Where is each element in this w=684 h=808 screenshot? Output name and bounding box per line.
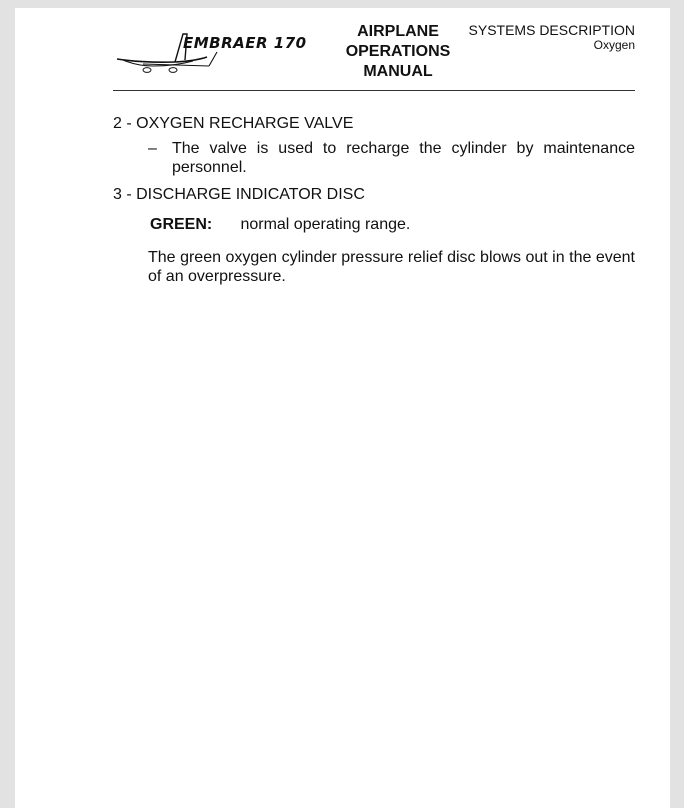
status-label-green: GREEN: <box>150 216 213 233</box>
page-header <box>113 8 635 91</box>
logo-text: EMBRAER 170 <box>183 34 307 52</box>
manual-title-line-2: OPERATIONS <box>345 43 451 60</box>
document-page <box>15 8 670 808</box>
manual-title-line-1: AIRPLANE <box>357 23 439 40</box>
item-heading-discharge-disc: 3 - DISCHARGE INDICATOR DISC <box>113 186 365 203</box>
status-text: normal operating range. <box>240 216 411 233</box>
item-heading-recharge-valve: 2 - OXYGEN RECHARGE VALVE <box>113 115 354 132</box>
manual-title-line-3: MANUAL <box>363 63 433 80</box>
bullet-dash: – <box>148 140 157 157</box>
status-row <box>150 215 635 234</box>
section-title: SYSTEMS DESCRIPTION <box>468 22 635 38</box>
section-info <box>469 22 635 52</box>
section-subtitle: Oxygen <box>593 38 635 52</box>
bullet-item <box>148 139 635 177</box>
embraer-logo <box>113 30 323 80</box>
bullet-text: The valve is used to recharge the cylinder by maintenance personnel. <box>172 140 635 176</box>
manual-title <box>333 22 463 82</box>
page-content <box>113 114 635 286</box>
description-paragraph: The green oxygen cylinder pressure relief disc blows out in the event of an overpressure. <box>148 249 635 285</box>
